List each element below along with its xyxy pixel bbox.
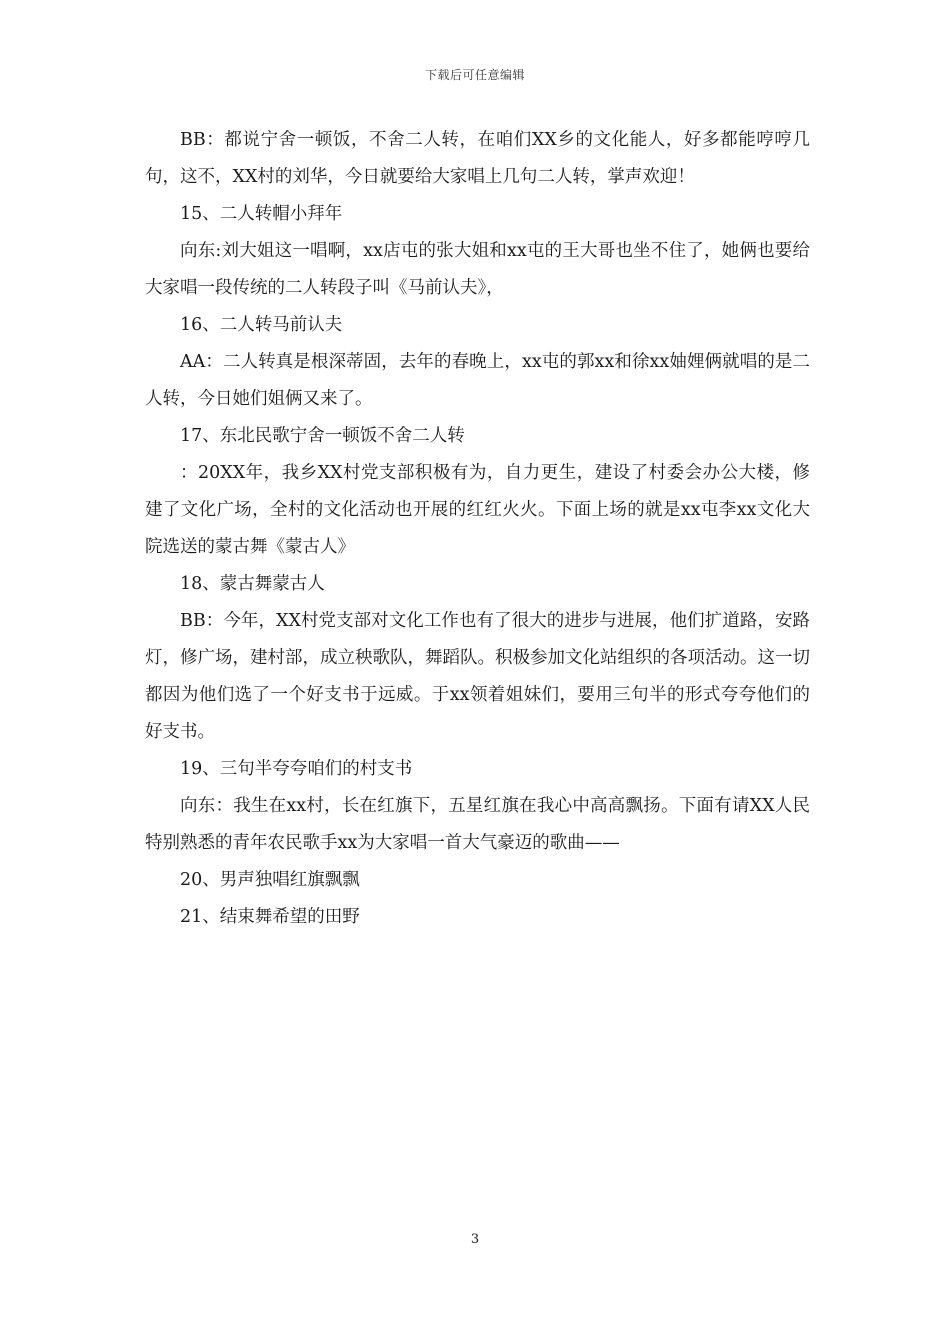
paragraph-bb-culture: BB：今年，XX村党支部对文化工作也有了很大的进步与进展，他们扩道路，安路灯，修广场，建村部，成立秧歌队，舞蹈队。积极参加文化站组织的各项活动。这一切都因为他们选了一个好支书于远威。于xx领着姐妹们，要用三句半的形式夸夸他们的好支书。 [145, 611, 810, 742]
page-number: 3 [470, 1232, 480, 1247]
paragraph-party-branch: ：20XX年，我乡XX村党支部积极有为，自力更生，建设了村委会办公大楼，修建了文化广场，全村的文化活动也开展的红红火火。下面上场的就是xx屯李xx文化大院选送的蒙古舞《蒙古人》 [145, 463, 810, 557]
program-item-18: 18、蒙古舞蒙古人 [180, 574, 325, 594]
program-item-16: 16、二人转马前认夫 [180, 315, 343, 335]
paragraph-xiangdong-2: 向东：我生在xx村，长在红旗下，五星红旗在我心中高高飘扬。下面有请XX人民特别熟悉的青年农民歌手xx为大家唱一首大气豪迈的歌曲—— [145, 796, 810, 853]
program-item-19: 19、三句半夸夸咱们的村支书 [180, 759, 413, 779]
paragraph-bb-intro: BB：都说宁舍一顿饭，不舍二人转，在咱们XX乡的文化能人，好多都能哼哼几句，这不，XX村的刘华，今日就要给大家唱上几句二人转，掌声欢迎！ [145, 130, 810, 187]
paragraph-xiangdong-1: 向东:刘大姐这一唱啊，xx店屯的张大姐和xx屯的王大哥也坐不住了，她俩也要给大家唱一段传统的二人转段子叫《马前认夫》， [145, 241, 810, 298]
page-header: 下载后可任意编辑 [424, 68, 525, 82]
paragraph-aa: AA：二人转真是根深蒂固，去年的春晚上，xx屯的郭xx和徐xx妯娌俩就唱的是二人转，今日她们姐俩又来了。 [145, 352, 810, 409]
program-item-21: 21、结束舞希望的田野 [180, 907, 360, 927]
program-item-15: 15、二人转帽小拜年 [180, 204, 343, 224]
program-item-20: 20、男声独唱红旗飘飘 [180, 870, 360, 890]
program-item-17: 17、东北民歌宁舍一顿饭不舍二人转 [180, 426, 465, 446]
document-body [145, 122, 810, 936]
